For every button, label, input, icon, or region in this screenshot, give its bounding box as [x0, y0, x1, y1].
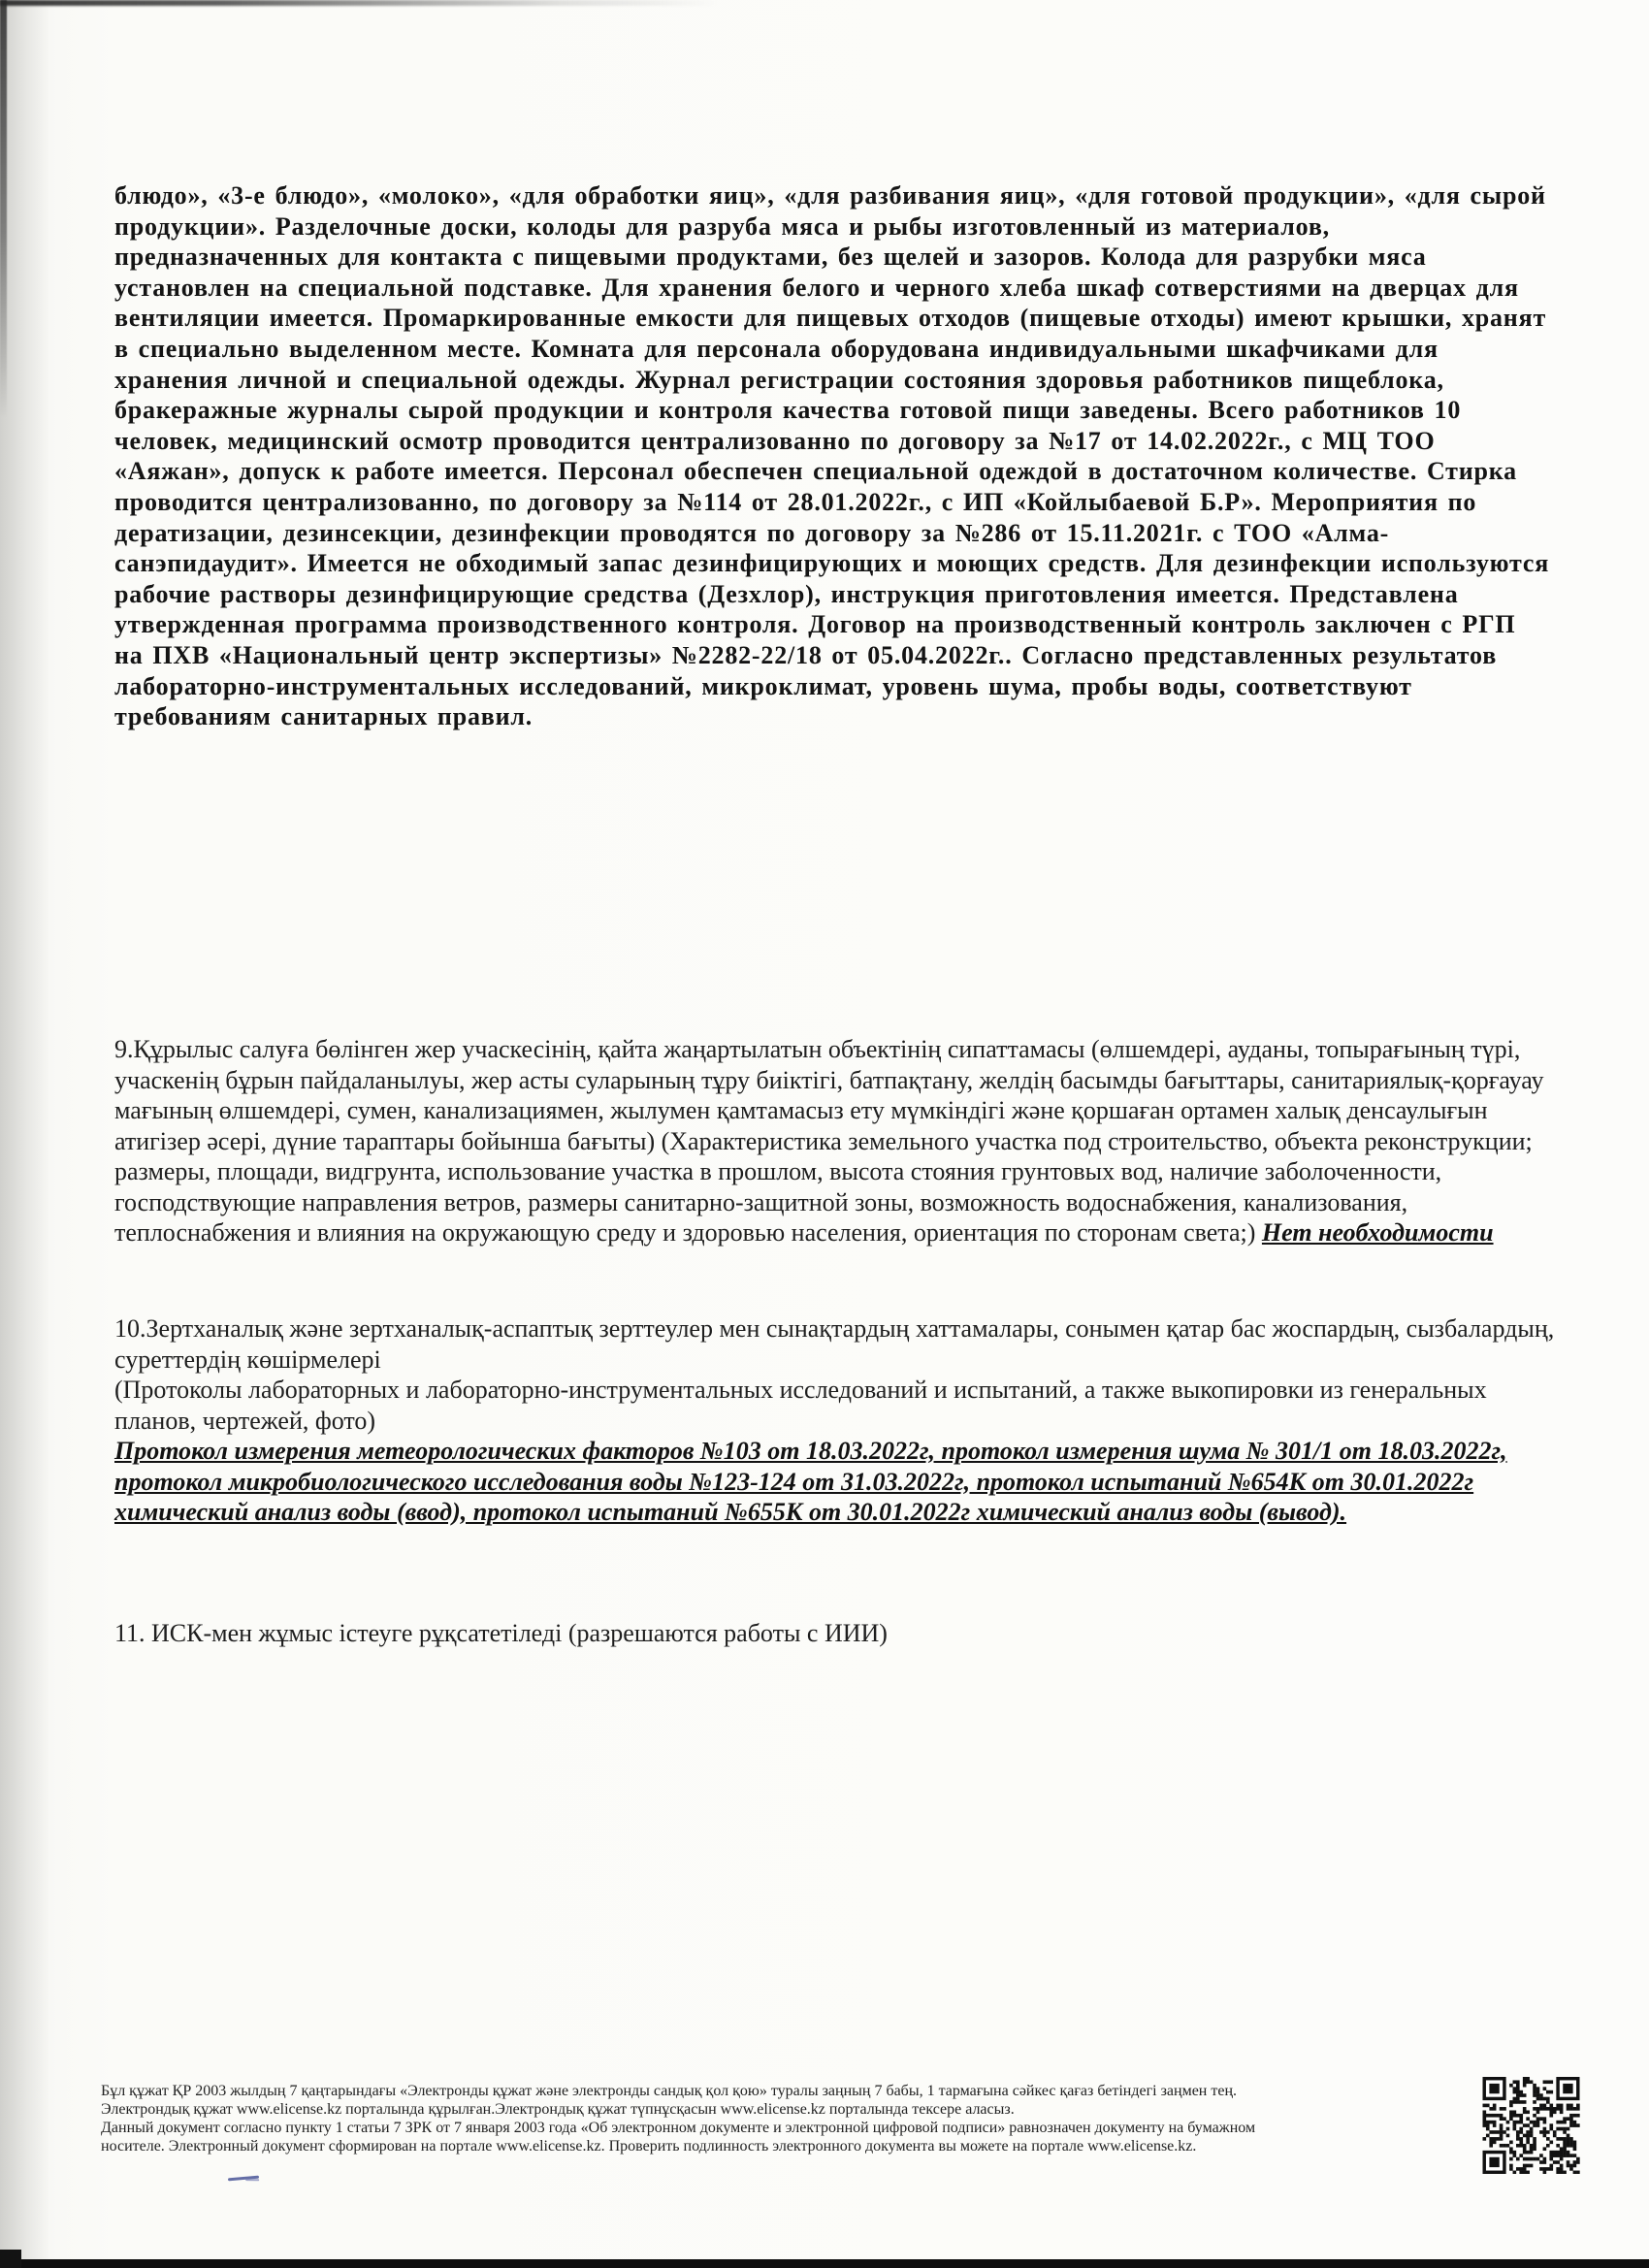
- scanner-edge-corner: [0, 2250, 21, 2268]
- section-9-text: 9.Құрылыс салуға бөлінген жер учаскесінің, қайта жаңартылатын объектінің сипаттамасы (өлшемдері, ауданы, топырағының түрі, учаскенің бұрын пайдаланылуы, жер асты суларының тұру биіктігі, батпақтану, желдің басымды бағыттары, санитариялық-қорғауау мағының өлшемдері, сумен, канализациямен, жылумен қамтамасыз ету мүмкіндігі және қоршаған ортамен халық денсаулығын атигізер әсері, дүние тараптары бойынша бағыты) (Характеристика земельного участка под строительство, объекта реконструкции; размеры, площади, видгрунта, использование участка в прошлом, высота стояния грунтовых вод, наличие заболоченности, господствующие направления ветров, размеры санитарно-защитной зоны, возможность водоснабжения, канализования, теплоснабжения и влияния на окружающую среду и здоровью населения, ориентация по сторонам света;): [114, 1035, 1544, 1247]
- section-10-subtext-ru: (Протоколы лабораторных и лабораторно-инструментальных исследований и испытаний, а также выкопировки из генеральных планов, чертежей, фото): [114, 1376, 1487, 1435]
- section-9-answer: Нет необходимости: [1261, 1218, 1494, 1247]
- scanner-edge-bottom: [16, 2259, 1649, 2268]
- qr-code: [1481, 2077, 1581, 2174]
- footer-line: Данный документ согласно пункту 1 статьи 7 ЗРК от 7 января 2003 года «Об электронном документе и электронной цифровой подписи» равнозначен документу на бумажном: [101, 2120, 1256, 2136]
- scanner-edge-left: [0, 0, 7, 417]
- footer-line: Бұл құжат ҚР 2003 жылдың 7 қаңтарындағы «Электронды құжат және электронды сандық қол қою» туралы заңның 7 бабы, 1 тармағына сәйкес қағаз бетіндегі заңмен тең.: [101, 2083, 1238, 2099]
- section-11-line: 11. ИСК-мен жұмыс істеуге рұқсатетіледі (разрешаются работы с ИИИ): [114, 1619, 888, 1647]
- main-paragraph: блюдо», «3-е блюдо», «молоко», «для обработки яиц», «для разбивания яиц», «для готовой продукции», «для сырой продукции». Разделочные доски, колоды для разруба мяса и рыбы изготовленный из материалов, предназначенных для контакта с пищевыми продуктами, без щелей и зазоров. Колода для разрубки мяса установлен на специальной подставке. Для хранения белого и черного хлеба шкаф сотверстиями на дверцах для вентиляции имеется. Промаркированные емкости для пищевых отходов (пищевые отходы) имеют крышки, хранят в специально выделенном месте. Комната для персонала оборудована индивидуальными шкафчиками для хранения личной и специальной одежды. Журнал регистрации состояния здоровья работников пищеблока, бракеражные журналы сырой продукции и контроля качества готовой пищи заведены. Всего работников 10 человек, медицинский осмотр проводится централизованно по договору за №17 от 14.02.2022г., с МЦ ТОО «Аяжан», допуск к работе имеется. Персонал обеспечен специальной одеждой в достаточном количестве. Стирка проводится централизованно, по договору за №114 от 28.01.2022г., с ИП «Койлыбаевой Б.Р». Мероприятия по дератизации, дезинсекции, дезинфекции проводятся по договору за №286 от 15.11.2021г. с ТОО «Алма-санэпидаудит». Имеется не обходимый запас дезинфицирующих и моющих средств. Для дезинфекции используются рабочие растворы дезинфицирующие средства (Дезхлор), инструкция приготовления имеется. Представлена утвержденная программа производственного контроля. Договор на производственный контроль заключен с РГП на ПХВ «Национальный центр экспертизы» №2282-22/18 от 05.04.2022г.. Согласно представленных результатов лабораторно-инструментальных исследований, микроклимат, уровень шума, пробы воды, соответствуют требованиям санитарных правил.: [114, 181, 1550, 731]
- scanner-edge-top: [0, 0, 718, 6]
- pen-mark: [228, 2176, 259, 2182]
- section-9-paragraph: [114, 1034, 1562, 1248]
- footer-line: носителе. Электронный документ сформирован на портале www.elicense.kz. Проверить подлинность электронного документа вы можете на портале www.elicense.kz.: [101, 2138, 1197, 2155]
- footer-text: [101, 2082, 1459, 2155]
- section-10-block: [114, 1313, 1562, 1528]
- scanner-shadow-left: [0, 0, 50, 2268]
- section-10-heading-kk: 10.Зертханалық және зертханалық-аспаптық зерттеулер мен сынақтардың хаттамалары, сонымен қатар бас жоспардың, сызбалардың, суреттердің көшірмелері: [114, 1314, 1555, 1374]
- footer-line: Электрондық құжат www.elicense.kz порталында құрылған.Электрондық құжат түпнұсқасын www.elicense.kz порталында тексере аласыз.: [101, 2101, 1015, 2118]
- section-10-protocols: Протокол измерения метеорологических факторов №103 от 18.03.2022г, протокол измерения шума № 301/1 от 18.03.2022г, протокол микробиологического исследования воды №123-124 от 31.03.2022г, протокол испытаний №654К от 30.01.2022г химический анализ воды (ввод), протокол испытаний №655К от 30.01.2022г химический анализ воды (вывод).: [114, 1437, 1507, 1526]
